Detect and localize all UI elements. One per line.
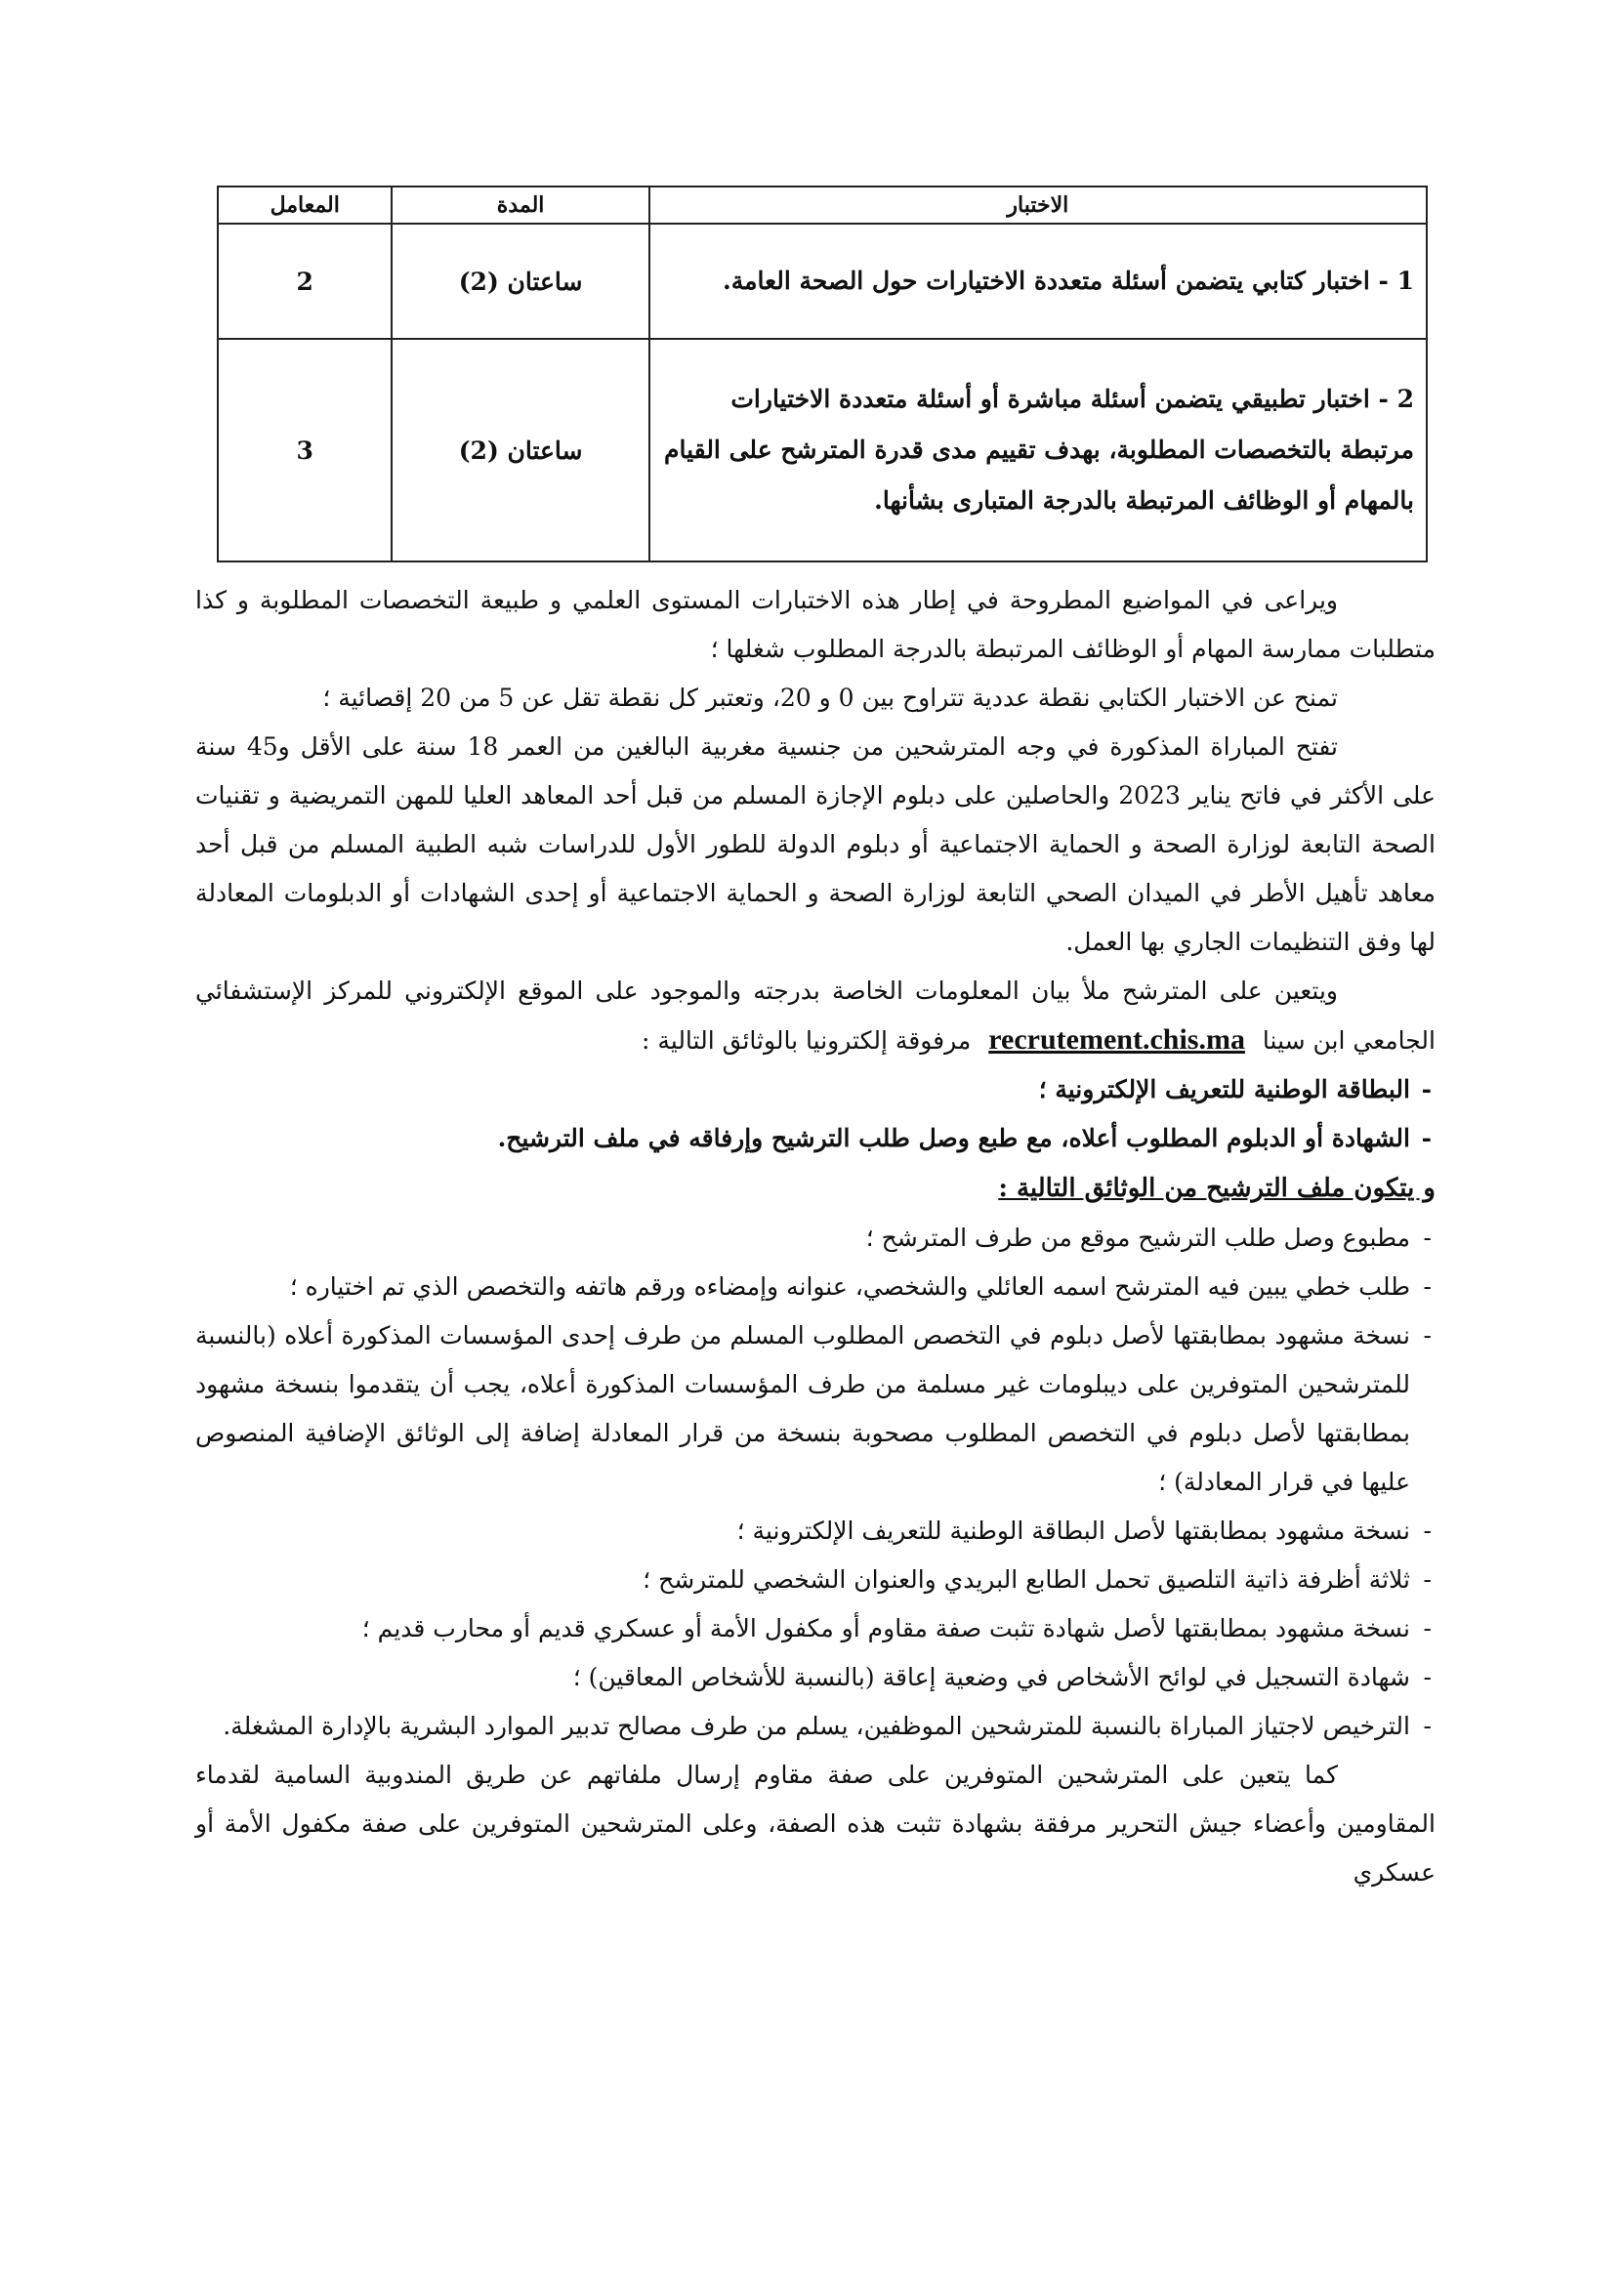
list-item: - نسخة مشهود بمطابقتها لأصل شهادة تثبت صفة مقاوم أو مكفول الأمة أو عسكري قديم أو محارب قديم ؛ xyxy=(195,1604,1432,1653)
list-item: - الشهادة أو الدبلوم المطلوب أعلاه، مع طبع وصل طلب الترشيح وإرفاقه في ملف الترشيح. xyxy=(195,1114,1432,1163)
exam-table-header xyxy=(218,187,1427,224)
exam-table xyxy=(217,186,1428,562)
file-documents-list xyxy=(195,1214,1436,1751)
list-item: - شهادة التسجيل في لوائح الأشخاص في وضعية إعاقة (بالنسبة للأشخاص المعاقين) ؛ xyxy=(195,1653,1432,1702)
header-coefficient: المعامل xyxy=(218,187,392,224)
document-page xyxy=(195,186,1436,1897)
row-test: 1 - اختبار كتابي يتضمن أسئلة متعددة الاختيارات حول الصحة العامة. xyxy=(649,224,1427,339)
online-form-text-after: مرفوقة إلكترونيا بالوثائق التالية : xyxy=(642,1026,972,1055)
row-duration: ساعتان (2) xyxy=(392,224,648,339)
list-item: - ثلاثة أظرفة ذاتية التلصيق تحمل الطابع البريدي والعنوان الشخصي للمترشح ؛ xyxy=(195,1556,1432,1604)
paragraph-closing: كما يتعين على المترشحين المتوفرين على صفة مقاوم إرسال ملفاتهم عن طريق المندوبية السامية لقدماء المقاومين وأعضاء جيش التحرير مرفقة بشهادة تثبت هذه الصفة، وعلى المترشحين المتوفرين على صفة مكفول الأمة أو عسكري xyxy=(195,1761,1436,1887)
file-heading: و يتكون ملف الترشيح من الوثائق التالية : xyxy=(998,1174,1436,1203)
paragraph-grading: تمنح عن الاختبار الكتابي نقطة عددية تتراوح بين 0 و 20، وتعتبر كل نقطة تقل عن 5 من 20 إقصائية ؛ xyxy=(322,684,1338,712)
recruitment-site-link[interactable]: recrutement.chis.ma xyxy=(988,1023,1245,1056)
table-row xyxy=(218,224,1427,339)
list-item: - البطاقة الوطنية للتعريف الإلكترونية ؛ xyxy=(195,1065,1432,1114)
header-test: الاختبار xyxy=(649,187,1427,224)
list-item: - نسخة مشهود بمطابقتها لأصل دبلوم في التخصص المطلوب المسلم من طرف إحدى المؤسسات المذكورة أعلاه (بالنسبة للمترشحين المتوفرين على ديبلومات غير مسلمة من طرف المؤسسات المذكورة أعلاه، يجب أن يتقدموا بنسخة مشهود بمطابقتها لأصل دبلوم في التخصص المطلوب مصحوبة بنسخة من قرار المعادلة إضافة إلى الوثائق الإضافية المنصوص عليها في قرار المعادلة) ؛ xyxy=(195,1311,1432,1507)
row-coefficient: 2 xyxy=(218,224,392,339)
online-form-text: ويتعين على المترشح ملأ بيان المعلومات الخاصة بدرجته والموجود على الموقع الإلكتروني للمركز الإستشفائي الجامعي ابن سينا xyxy=(195,976,1436,1055)
list-item: - الترخيص لاجتياز المباراة بالنسبة للمترشحين الموظفين، يسلم من طرف مصالح تدبير الموارد البشرية بالإدارة المشغلة. xyxy=(195,1702,1432,1751)
table-row xyxy=(218,339,1427,561)
paragraph-eligibility: تفتح المباراة المذكورة في وجه المترشحين من جنسية مغربية البالغين من العمر 18 سنة على الأقل و45 سنة على الأكثر في فاتح يناير 2023 والحاصلين على دبلوم الإجازة المسلم من قبل أحد المعاهد العليا للمهن التمريضية و تقنيات الصحة التابعة لوزارة الصحة و الحماية الاجتماعية أو دبلوم الدولة للطور الأول للدراسات شبه الطبية المسلم من قبل أحد معاهد تأهيل الأطر في الميدان الصحي التابعة لوزارة الصحة و الحماية الاجتماعية أو إحدى الشهادات أو الدبلومات المعادلة لها وفق التنظيمات الجاري بها العمل. xyxy=(195,732,1436,956)
header-duration: المدة xyxy=(392,187,648,224)
list-item: - نسخة مشهود بمطابقتها لأصل البطاقة الوطنية للتعريف الإلكترونية ؛ xyxy=(195,1507,1432,1556)
list-item: - مطبوع وصل طلب الترشيح موقع من طرف المترشح ؛ xyxy=(195,1214,1432,1263)
online-documents-list xyxy=(195,1065,1436,1163)
paragraph-topics: ويراعى في المواضيع المطروحة في إطار هذه الاختبارات المستوى العلمي و طبيعة التخصصات المطلوبة و كذا متطلبات ممارسة المهام أو الوظائف المرتبطة بالدرجة المطلوب شغلها ؛ xyxy=(195,586,1436,663)
row-coefficient: 3 xyxy=(218,339,392,561)
row-duration: ساعتان (2) xyxy=(392,339,648,561)
paragraph-online-form xyxy=(195,967,1436,1065)
row-test: 2 - اختبار تطبيقي يتضمن أسئلة مباشرة أو أسئلة متعددة الاختيارات مرتبطة بالتخصصات المطلوبة، بهدف تقييم مدى قدرة المترشح على القيام بالمهام أو الوظائف المرتبطة بالدرجة المتبارى بشأنها. xyxy=(649,339,1427,561)
list-item: - طلب خطي يبين فيه المترشح اسمه العائلي والشخصي، عنوانه وإمضاءه ورقم هاتفه والتخصص الذي تم اختياره ؛ xyxy=(195,1263,1432,1311)
